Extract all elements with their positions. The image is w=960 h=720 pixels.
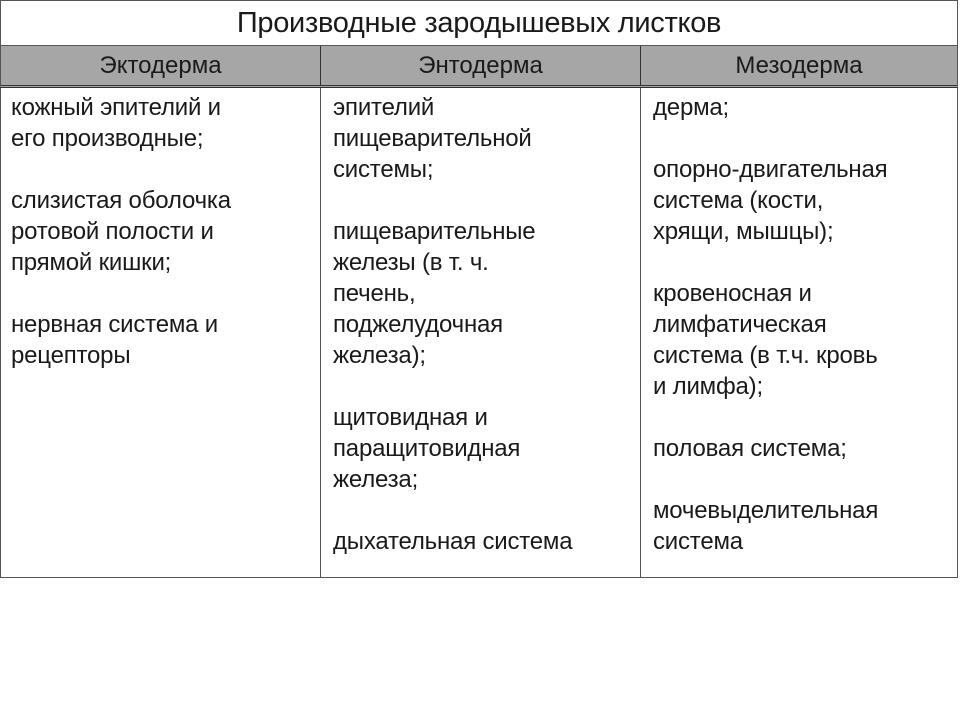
table-header-row: [0, 45, 958, 88]
mesoderm-item-dermis: дерма;: [653, 94, 730, 121]
ectoderm-item-skin: кожный эпителий и его производные;: [11, 94, 221, 152]
ectoderm-item-nervous: нервная система и рецепторы: [11, 311, 218, 369]
header-ectoderm: Эктодерма: [1, 46, 321, 85]
mesoderm-item-musculoskeletal: опорно-двигательная система (кости, хрящи, мышцы);: [653, 156, 888, 245]
table-title: Производные зародышевых листков: [0, 0, 958, 45]
endoderm-item-respiratory: дыхательная система: [333, 528, 573, 555]
ectoderm-column: [1, 88, 321, 577]
endoderm-item-digestive-epithelium: эпителий пищеварительной системы;: [333, 94, 532, 183]
endoderm-column: [321, 88, 641, 577]
mesoderm-item-circulatory: кровеносная и лимфатическая система (в т.ч. кровь и лимфа);: [653, 280, 878, 400]
header-endoderm: Энтодерма: [321, 46, 641, 85]
endoderm-item-thyroid: щитовидная и паращитовидная железа;: [333, 404, 521, 493]
table-body-row: [0, 88, 958, 578]
mesoderm-column: [641, 88, 957, 577]
header-mesoderm: Мезодерма: [735, 51, 863, 79]
endoderm-item-digestive-glands: пищеварительные железы (в т. ч. печень, поджелудочная железа);: [333, 218, 536, 369]
ectoderm-item-mucosa: слизистая оболочка ротовой полости и прямой кишки;: [11, 187, 231, 276]
mesoderm-item-excretory: мочевыделительная система: [653, 497, 879, 555]
mesoderm-item-reproductive: половая система;: [653, 435, 847, 462]
